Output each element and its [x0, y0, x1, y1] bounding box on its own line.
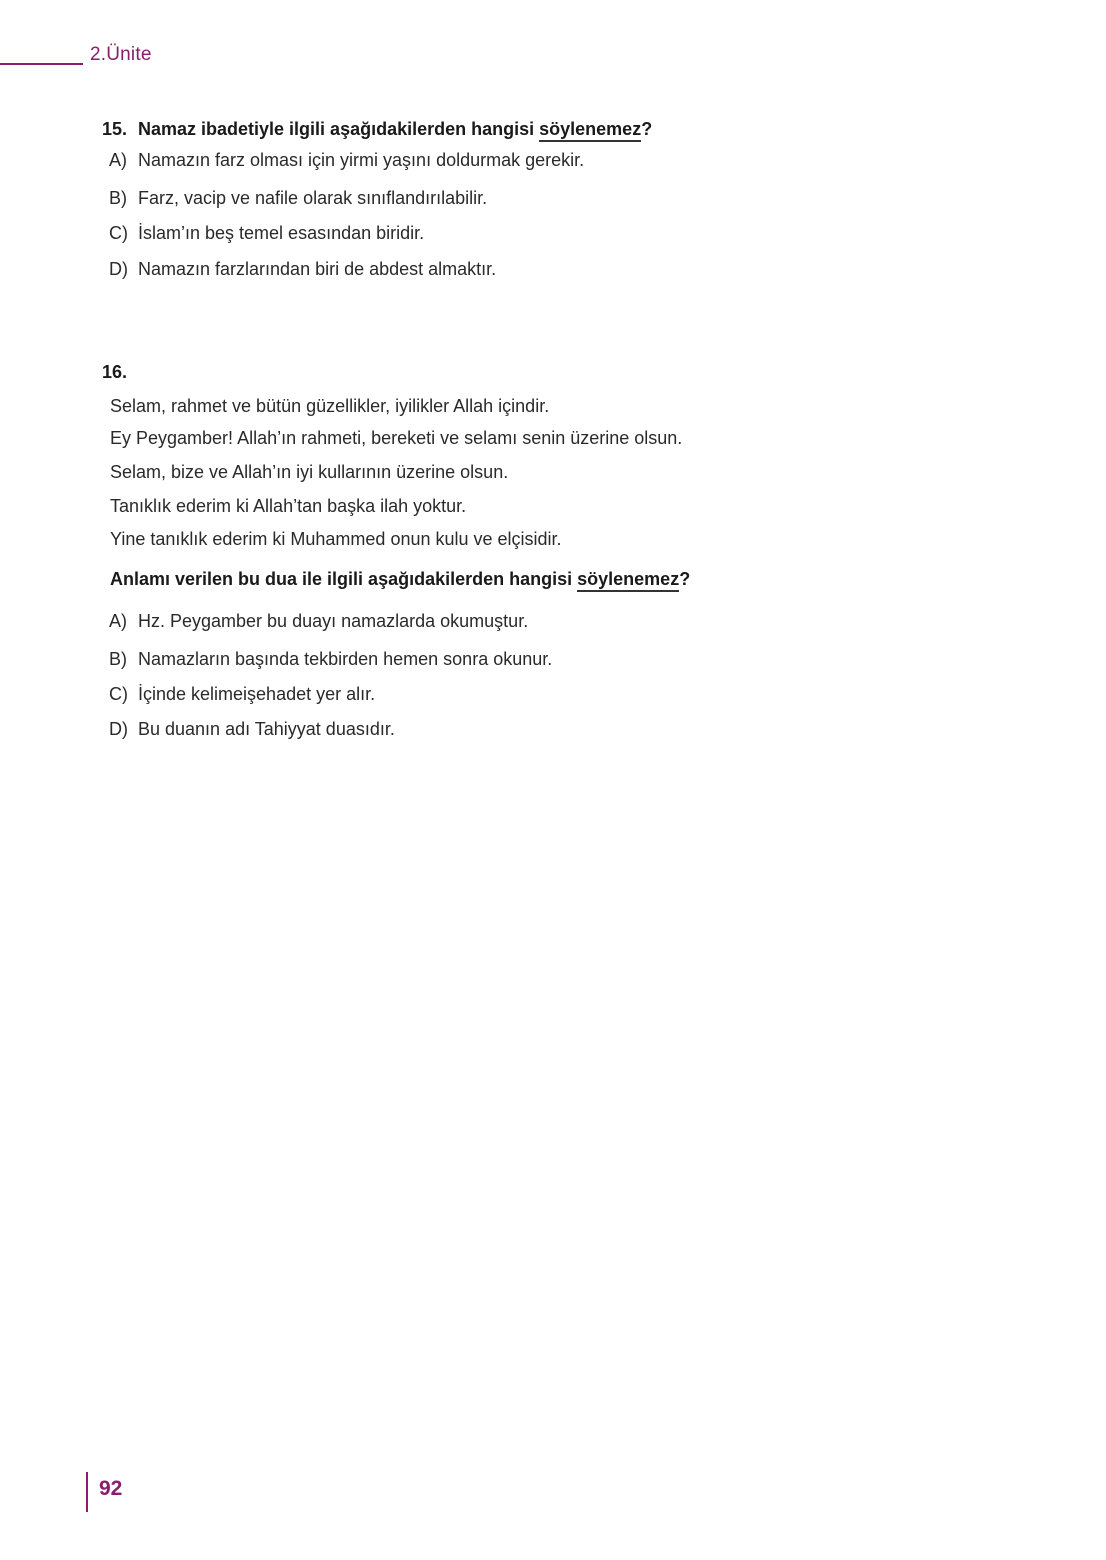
q16-option-b[interactable] — [109, 649, 552, 670]
option-text: İslam’ın beş temel esasından biridir. — [138, 223, 425, 243]
q15-option-c[interactable] — [109, 223, 424, 244]
passage-line: Selam, rahmet ve bütün güzellikler, iyilikler Allah içindir. — [110, 396, 550, 416]
q15-option-b[interactable] — [109, 188, 487, 209]
question-16-stem — [110, 569, 690, 590]
option-letter: A) — [109, 611, 127, 631]
question-16-number — [102, 362, 127, 383]
option-letter: B) — [109, 188, 127, 208]
q16-option-c[interactable] — [109, 684, 375, 705]
passage-line: Tanıklık ederim ki Allah’tan başka ilah yoktur. — [110, 496, 467, 516]
passage-line: Selam, bize ve Allah’ın iyi kullarının üzerine olsun. — [110, 462, 509, 482]
option-letter: A) — [109, 150, 127, 170]
passage-line: Yine tanıklık ederim ki Muhammed onun kulu ve elçisidir. — [110, 529, 562, 549]
option-text: Hz. Peygamber bu duayı namazlarda okumuştur. — [138, 611, 529, 631]
page-number-bar — [86, 1472, 88, 1512]
option-letter: D) — [109, 259, 128, 279]
question-number: 15. — [102, 119, 128, 139]
header-accent-line — [0, 63, 83, 65]
option-text: Bu duanın adı Tahiyyat duasıdır. — [138, 719, 395, 739]
q15-option-d[interactable] — [109, 259, 496, 280]
emphasized-word: söylenemez — [539, 119, 641, 142]
unit-label: 2.Ünite — [90, 44, 152, 65]
question-stem-text: Namaz ibadetiyle ilgili aşağıdakilerden hangisi — [138, 119, 540, 139]
emphasized-word: söylenemez — [577, 569, 679, 592]
option-letter: C) — [109, 223, 128, 243]
question-stem-text: Anlamı verilen bu dua ile ilgili aşağıdakilerden hangisi — [110, 569, 578, 589]
option-text: Namazın farzlarından biri de abdest almaktır. — [138, 259, 497, 279]
page-number: 92 — [99, 1477, 123, 1500]
q16-option-a[interactable] — [109, 611, 528, 632]
question-mark: ? — [641, 119, 653, 139]
q16-option-d[interactable] — [109, 719, 395, 740]
option-letter: B) — [109, 649, 127, 669]
option-text: Namazın farz olması için yirmi yaşını doldurmak gerekir. — [138, 150, 585, 170]
q15-option-a[interactable] — [109, 150, 584, 171]
option-text: Namazların başında tekbirden hemen sonra okunur. — [138, 649, 553, 669]
passage-line: Ey Peygamber! Allah’ın rahmeti, bereketi ve selamı senin üzerine olsun. — [110, 428, 683, 448]
question-mark: ? — [679, 569, 691, 589]
question-number: 16. — [102, 362, 128, 382]
option-letter: D) — [109, 719, 128, 739]
question-15-stem — [102, 119, 652, 140]
option-text: Farz, vacip ve nafile olarak sınıflandırılabilir. — [138, 188, 488, 208]
option-letter: C) — [109, 684, 128, 704]
option-text: İçinde kelimeişehadet yer alır. — [138, 684, 376, 704]
